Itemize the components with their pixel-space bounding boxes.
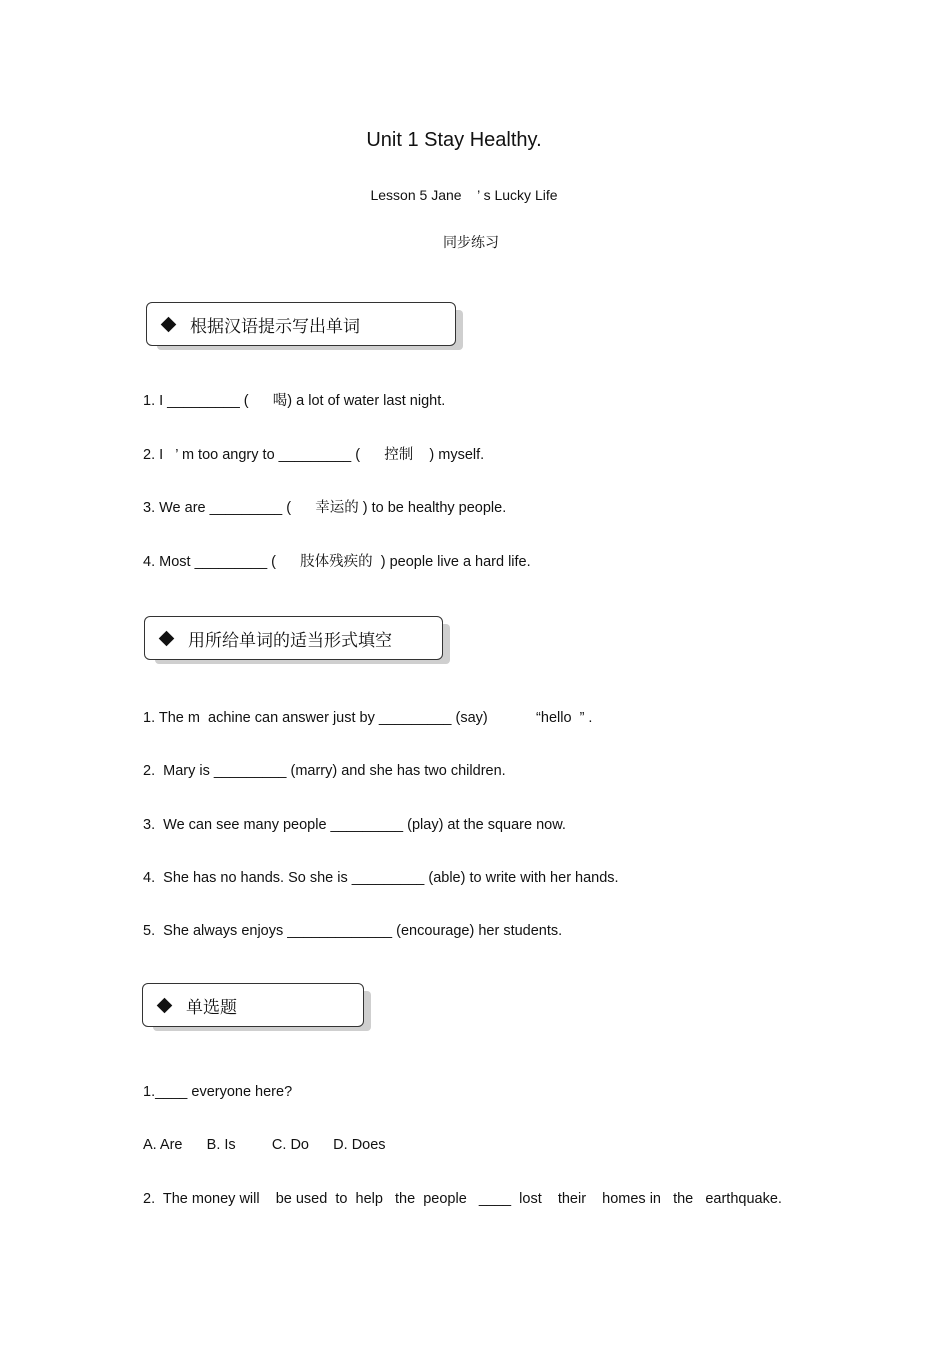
answer-options: A. Are B. Is C. Do D. Does <box>143 1137 386 1153</box>
exercise-line: 1.____ everyone here? <box>143 1084 293 1100</box>
section-heading-box <box>142 983 364 1027</box>
section-heading-text: 根据汉语提示写出单词 <box>190 316 360 337</box>
exercise-line: 2. Mary is _________ (marry) and she has two children. <box>143 763 506 779</box>
exercise-line: 1. The m achine can answer just by _________ (say) “hello ” . <box>143 710 593 726</box>
exercise-line: 2. I ’ m too angry to _________ ( 控制 ) myself. <box>143 447 485 463</box>
exercise-line: 2. The money will be used to help the people ____ lost their homes in the earthquake. <box>143 1191 782 1207</box>
section-heading-box <box>146 302 456 346</box>
diamond-bullet-icon <box>159 630 175 646</box>
exercise-line: 3. We are _________ ( 幸运的 ) to be healthy people. <box>143 500 507 516</box>
page-title: Unit 1 Stay Healthy. <box>366 129 542 151</box>
section-heading-box <box>144 616 443 660</box>
exercise-line: 4. She has no hands. So she is _________ (able) to write with her hands. <box>143 870 619 886</box>
exercise-line: 5. She always enjoys _____________ (encourage) her students. <box>143 923 563 939</box>
section-heading-text: 用所给单词的适当形式填空 <box>188 630 392 651</box>
diamond-bullet-icon <box>161 316 177 332</box>
section-heading-text: 单选题 <box>186 997 237 1018</box>
exercise-line: 4. Most _________ ( 肢体残疾的 ) people live a hard life. <box>143 554 531 570</box>
exercise-line: 1. I _________ ( 喝) a lot of water last night. <box>143 393 446 409</box>
diamond-bullet-icon <box>157 997 173 1013</box>
exercise-line: 3. We can see many people _________ (play) at the square now. <box>143 817 566 833</box>
lesson-subtitle: Lesson 5 Jane ’ s Lucky Life <box>370 187 558 203</box>
exercise-tag: 同步练习 <box>443 235 499 251</box>
